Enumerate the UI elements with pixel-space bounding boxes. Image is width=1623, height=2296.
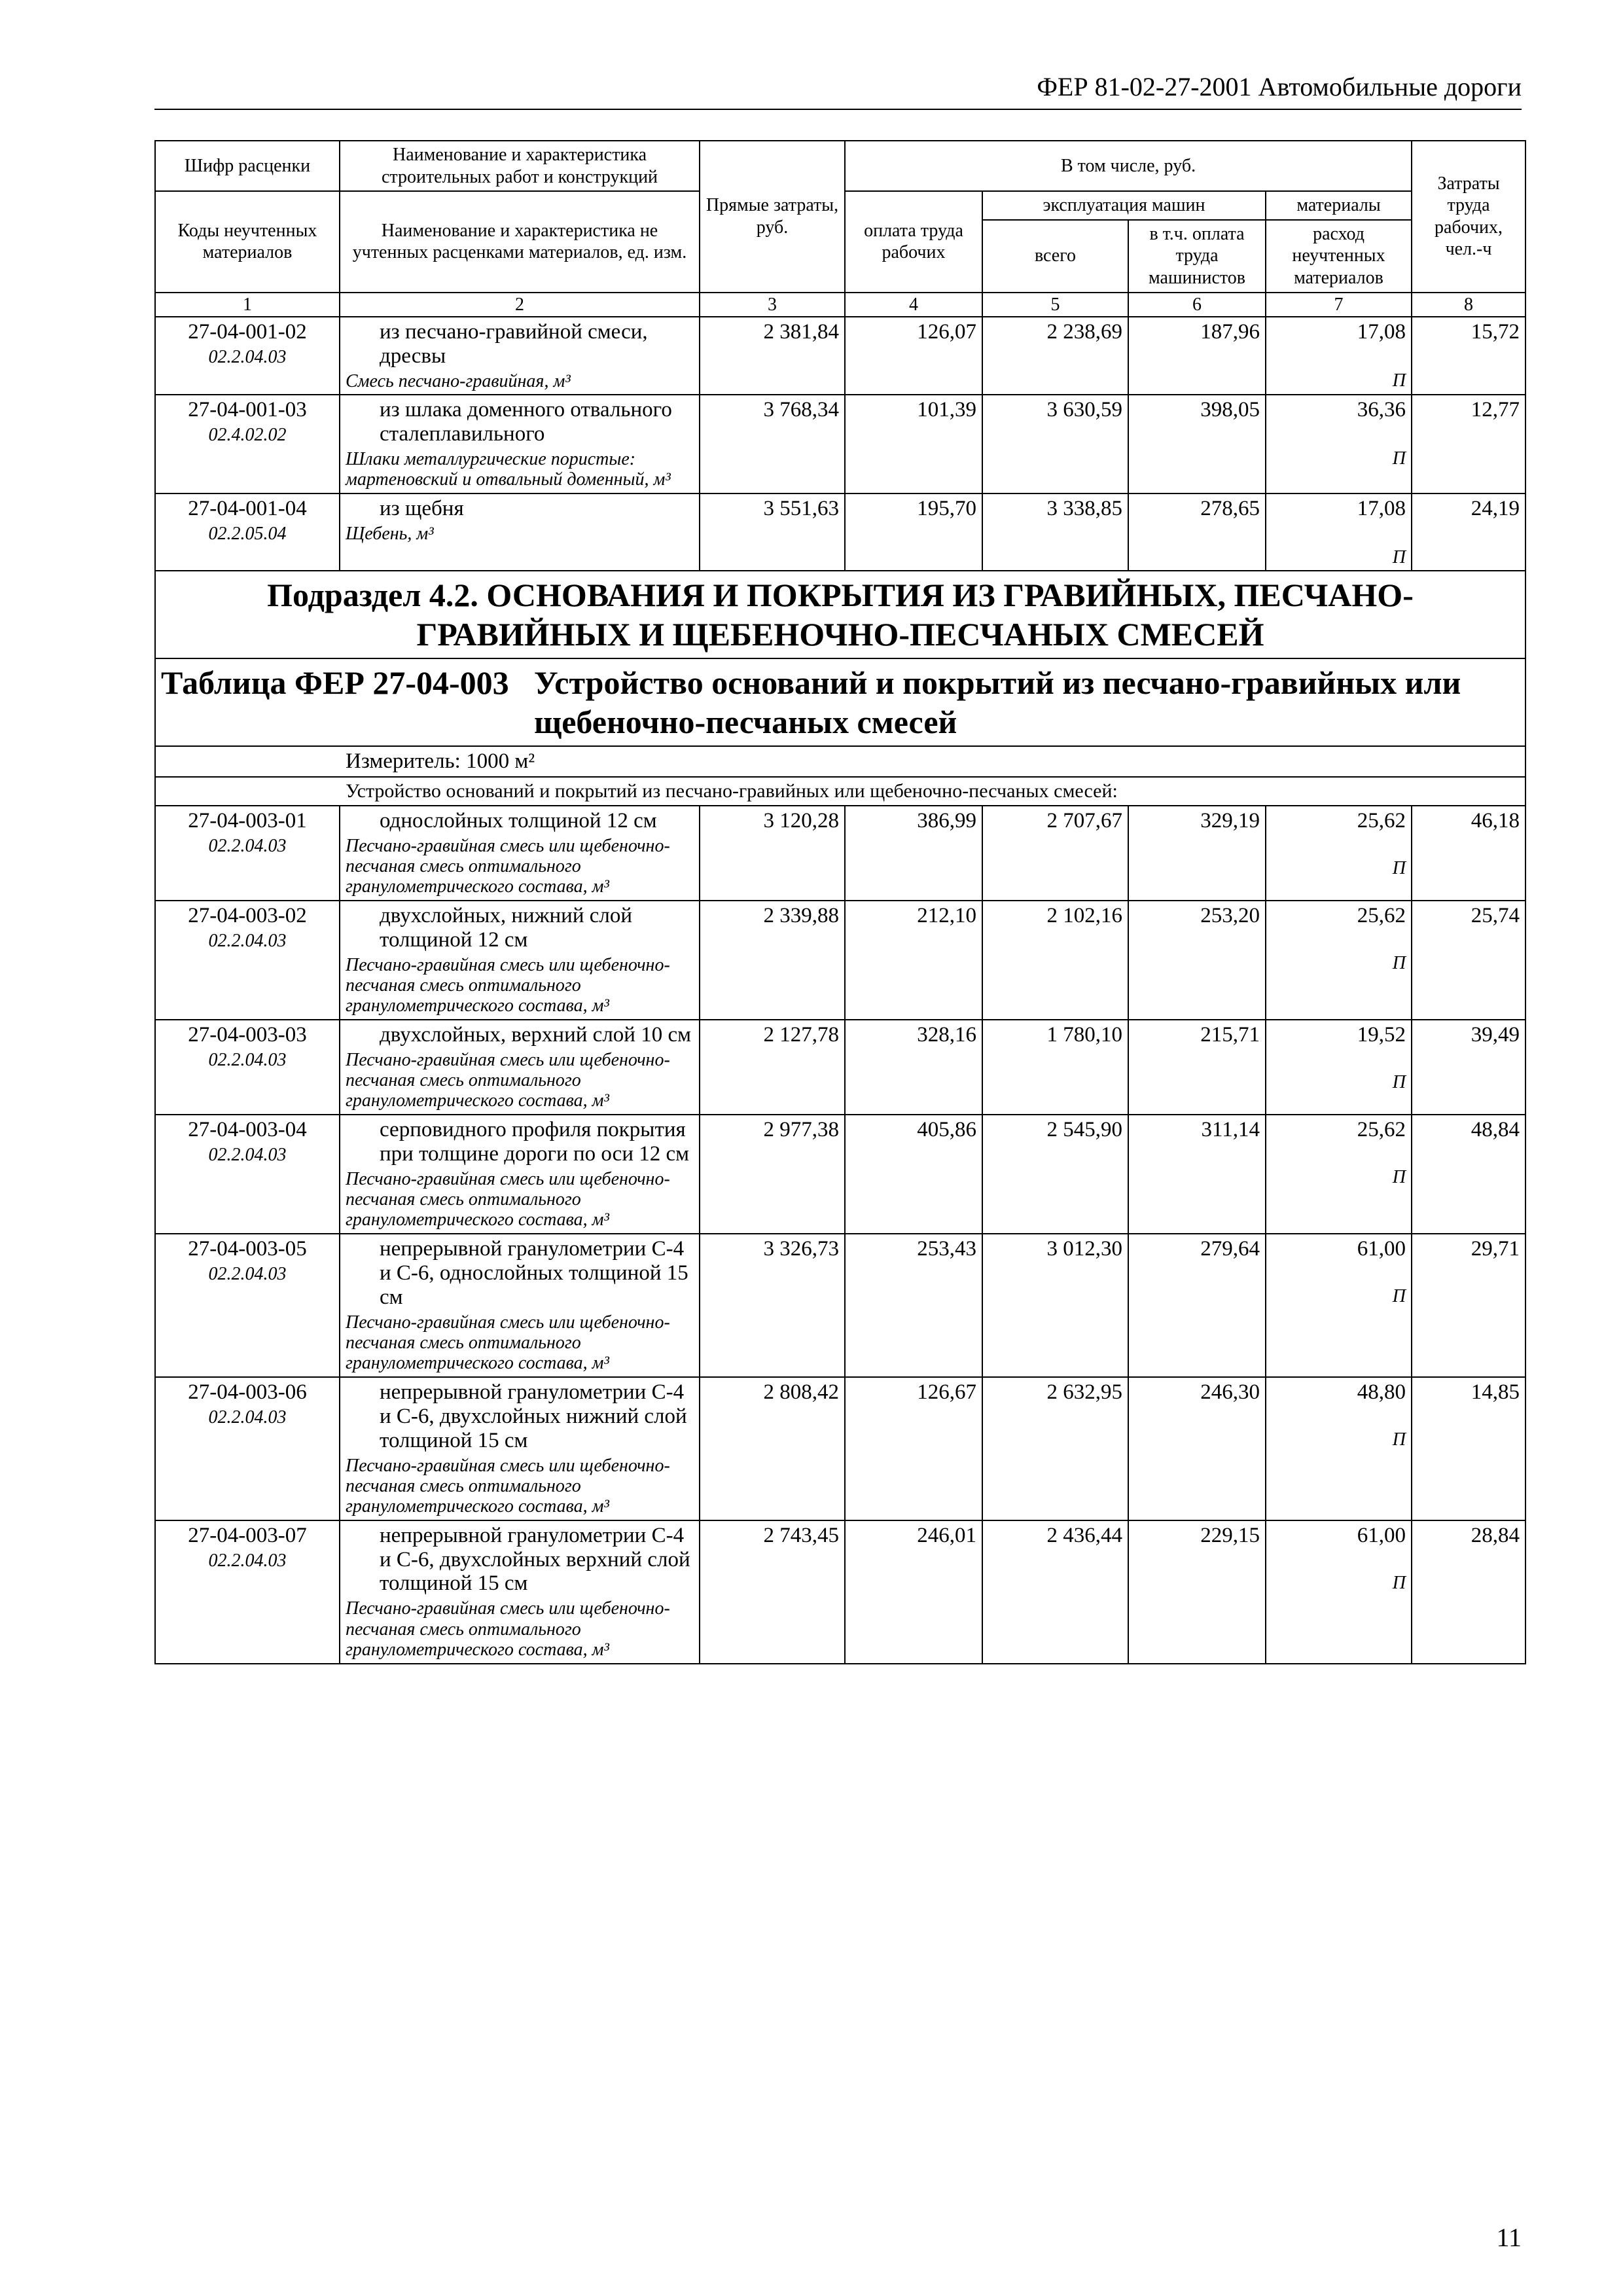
- material-mark: П: [1392, 1572, 1406, 1593]
- material-mark: П: [1392, 952, 1406, 973]
- work-name: непрерывной гранулометрии С-4 и С-6, двухслойных верхний слой толщиной 15 см: [380, 1523, 690, 1596]
- work-name: двухслойных, нижний слой толщиной 12 см: [380, 903, 633, 952]
- rate-code: 27-04-001-04: [188, 496, 307, 520]
- rate-code-cell: [155, 1115, 340, 1234]
- work-name: из шлака доменного отвального сталеплавильного: [380, 398, 672, 446]
- col-materials: материалы: [1266, 191, 1412, 220]
- material-name: Смесь песчано-гравийная, м³: [346, 370, 571, 391]
- material-code: 02.2.04.03: [208, 1263, 287, 1284]
- materials-cell: [1266, 1020, 1412, 1115]
- wage-cost: 195,70: [845, 493, 982, 571]
- work-name: серповидного профиля покрытия при толщине дороги по оси 12 см: [380, 1117, 690, 1166]
- page-number: 11: [1496, 2223, 1522, 2252]
- materials-cell: [1266, 1234, 1412, 1377]
- labor-cost: 46,18: [1412, 806, 1525, 901]
- labor-cost: 12,77: [1412, 395, 1525, 493]
- labor-cost: 24,19: [1412, 493, 1525, 571]
- materials-cell: [1266, 806, 1412, 901]
- machinist-wage: 187,96: [1128, 317, 1266, 395]
- machinist-wage: 311,14: [1128, 1115, 1266, 1234]
- rate-code-cell: [155, 1520, 340, 1664]
- machines-cost: 2 238,69: [982, 317, 1128, 395]
- materials-cost: 25,62: [1357, 1117, 1406, 1141]
- machines-cost: 1 780,10: [982, 1020, 1128, 1115]
- material-code: 02.2.04.03: [208, 1550, 287, 1571]
- materials-cell: [1266, 1520, 1412, 1664]
- material-mark: П: [1392, 1071, 1406, 1092]
- rate-code-cell: [155, 317, 340, 395]
- labor-cost: 39,49: [1412, 1020, 1525, 1115]
- materials-cost: 17,08: [1357, 496, 1406, 520]
- wage-cost: 246,01: [845, 1520, 982, 1664]
- rate-code: 27-04-001-02: [188, 319, 307, 344]
- material-mark: П: [1392, 1166, 1406, 1187]
- rate-name-cell: [340, 395, 700, 493]
- table-row: [155, 395, 1525, 493]
- rate-code: 27-04-003-03: [188, 1022, 307, 1047]
- col-labor: Затраты труда рабочих, чел.-ч: [1412, 141, 1525, 293]
- materials-cell: [1266, 395, 1412, 493]
- rate-name-cell: [340, 1234, 700, 1377]
- work-name: непрерывной гранулометрии С-4 и С-6, двухслойных нижний слой толщиной 15 см: [380, 1380, 687, 1452]
- col-name-top: Наименование и характеристика строительных работ и конструкций: [340, 141, 700, 191]
- table-row: [155, 493, 1525, 571]
- materials-cell: [1266, 493, 1412, 571]
- labor-cost: 14,85: [1412, 1377, 1525, 1520]
- machines-cost: 2 707,67: [982, 806, 1128, 901]
- rate-name-cell: [340, 1377, 700, 1520]
- material-name: Песчано-гравийная смесь или щебеночно-песчаная смесь оптимального гранулометрического состава, м³: [346, 1168, 670, 1230]
- wage-cost: 101,39: [845, 395, 982, 493]
- rate-code: 27-04-003-04: [188, 1117, 307, 1141]
- col-materials-sub: расход неучтенных материалов: [1266, 220, 1412, 293]
- material-mark: П: [1392, 448, 1406, 469]
- rate-code-cell: [155, 1234, 340, 1377]
- wage-cost: 212,10: [845, 901, 982, 1020]
- machinist-wage: 398,05: [1128, 395, 1266, 493]
- work-name: однослойных толщиной 12 см: [380, 808, 657, 833]
- material-code: 02.2.04.03: [208, 930, 287, 951]
- direct-cost: 3 326,73: [700, 1234, 845, 1377]
- machinist-wage: 229,15: [1128, 1520, 1266, 1664]
- machines-cost: 3 630,59: [982, 395, 1128, 493]
- column-number: 4: [845, 293, 982, 317]
- machinist-wage: 246,30: [1128, 1377, 1266, 1520]
- table-row: [155, 1115, 1525, 1234]
- column-number: 3: [700, 293, 845, 317]
- col-wage: оплата труда рабочих: [845, 191, 982, 292]
- rates-table: [154, 140, 1526, 1664]
- material-code: 02.2.04.03: [208, 835, 287, 856]
- wage-cost: 253,43: [845, 1234, 982, 1377]
- materials-cost: 61,00: [1357, 1236, 1406, 1261]
- work-name: из щебня: [380, 496, 464, 520]
- machinist-wage: 278,65: [1128, 493, 1266, 571]
- table-title: [155, 658, 1525, 746]
- rate-code-cell: [155, 493, 340, 571]
- rate-name-cell: [340, 806, 700, 901]
- rate-code: 27-04-003-05: [188, 1236, 307, 1261]
- direct-cost: 3 551,63: [700, 493, 845, 571]
- material-mark: П: [1392, 370, 1406, 391]
- material-code: 02.2.04.03: [208, 346, 287, 367]
- direct-cost: 3 768,34: [700, 395, 845, 493]
- materials-cost: 36,36: [1357, 398, 1406, 422]
- machines-cost: 3 012,30: [982, 1234, 1128, 1377]
- col-code-top: Шифр расценки: [155, 141, 340, 191]
- machines-cost: 2 436,44: [982, 1520, 1128, 1664]
- direct-cost: 2 808,42: [700, 1377, 845, 1520]
- labor-cost: 28,84: [1412, 1520, 1525, 1664]
- material-name: Песчано-гравийная смесь или щебеночно-песчаная смесь оптимального гранулометрического состава, м³: [346, 1598, 670, 1660]
- material-code: 02.2.05.04: [208, 523, 287, 544]
- col-name-bottom: Наименование и характеристика не учтенных расценками материалов, ед. изм.: [340, 191, 700, 292]
- labor-cost: 15,72: [1412, 317, 1525, 395]
- rate-name-cell: [340, 1115, 700, 1234]
- machinist-wage: 279,64: [1128, 1234, 1266, 1377]
- materials-cost: 17,08: [1357, 319, 1406, 344]
- column-number: 7: [1266, 293, 1412, 317]
- material-mark: П: [1392, 857, 1406, 878]
- wage-cost: 405,86: [845, 1115, 982, 1234]
- material-name: Песчано-гравийная смесь или щебеночно-песчаная смесь оптимального гранулометрического состава, м³: [346, 1455, 670, 1517]
- material-name: Щебень, м³: [346, 523, 434, 544]
- table-row: [155, 1377, 1525, 1520]
- table-name: Устройство оснований и покрытий из песчано-гравийных или щебеночно-песчаных смесей: [534, 664, 1461, 741]
- column-numbers-row: [155, 293, 1525, 317]
- direct-cost: 2 743,45: [700, 1520, 845, 1664]
- column-number: 5: [982, 293, 1128, 317]
- col-machines: эксплуатация машин: [982, 191, 1266, 220]
- section-title: Подраздел 4.2. ОСНОВАНИЯ И ПОКРЫТИЯ ИЗ ГРАВИЙНЫХ, ПЕСЧАНО-ГРАВИЙНЫХ И ЩЕБЕНОЧНО-ПЕСЧАНЫХ СМЕСЕЙ: [155, 571, 1525, 658]
- table-row: [155, 317, 1525, 395]
- work-name: двухслойных, верхний слой 10 см: [380, 1022, 691, 1047]
- rate-code: 27-04-003-06: [188, 1380, 307, 1404]
- labor-cost: 48,84: [1412, 1115, 1525, 1234]
- table-row: [155, 1520, 1525, 1664]
- machines-cost: 3 338,85: [982, 493, 1128, 571]
- machines-cost: 2 545,90: [982, 1115, 1128, 1234]
- table-row: [155, 1020, 1525, 1115]
- rate-code-cell: [155, 1020, 340, 1115]
- col-code-bottom: Коды неучтенных материалов: [155, 191, 340, 292]
- direct-cost: 2 381,84: [700, 317, 845, 395]
- machinist-wage: 215,71: [1128, 1020, 1266, 1115]
- table-row: [155, 1234, 1525, 1377]
- materials-cell: [1266, 317, 1412, 395]
- machinist-wage: 253,20: [1128, 901, 1266, 1020]
- material-mark: П: [1392, 1285, 1406, 1306]
- rate-name-cell: [340, 317, 700, 395]
- rate-code: 27-04-003-07: [188, 1523, 307, 1547]
- rate-name-cell: [340, 493, 700, 571]
- page-header: ФЕР 81-02-27-2001 Автомобильные дороги: [154, 65, 1522, 110]
- materials-cost: 61,00: [1357, 1523, 1406, 1547]
- col-machines-wage: в т.ч. оплата труда машинистов: [1128, 220, 1266, 293]
- material-code: 02.2.04.03: [208, 1144, 287, 1165]
- wage-cost: 126,07: [845, 317, 982, 395]
- rate-code-cell: [155, 395, 340, 493]
- material-name: Песчано-гравийная смесь или щебеночно-песчаная смесь оптимального гранулометрического состава, м³: [346, 1312, 670, 1374]
- col-direct: Прямые затраты, руб.: [700, 141, 845, 293]
- labor-cost: 25,74: [1412, 901, 1525, 1020]
- material-code: 02.4.02.02: [208, 425, 287, 446]
- materials-cost: 25,62: [1357, 903, 1406, 927]
- rate-code: 27-04-001-03: [188, 398, 307, 422]
- wage-cost: 126,67: [845, 1377, 982, 1520]
- material-mark: П: [1392, 1429, 1406, 1450]
- material-code: 02.2.04.03: [208, 1049, 287, 1070]
- rate-code: 27-04-003-02: [188, 903, 307, 927]
- materials-cell: [1266, 901, 1412, 1020]
- direct-cost: 2 339,88: [700, 901, 845, 1020]
- material-name: Песчано-гравийная смесь или щебеночно-песчаная смесь оптимального гранулометрического состава, м³: [346, 1049, 670, 1111]
- material-name: Песчано-гравийная смесь или щебеночно-песчаная смесь оптимального гранулометрического состава, м³: [346, 954, 670, 1016]
- rate-name-cell: [340, 1020, 700, 1115]
- column-number: 6: [1128, 293, 1266, 317]
- materials-cost: 48,80: [1357, 1380, 1406, 1404]
- direct-cost: 3 120,28: [700, 806, 845, 901]
- labor-cost: 29,71: [1412, 1234, 1525, 1377]
- materials-cost: 19,52: [1357, 1022, 1406, 1047]
- table-row: [155, 901, 1525, 1020]
- col-machines-total: всего: [982, 220, 1128, 293]
- materials-cell: [1266, 1377, 1412, 1520]
- material-code: 02.2.04.03: [208, 1407, 287, 1427]
- rate-code-cell: [155, 1377, 340, 1520]
- work-name: из песчано-гравийной смеси, дресвы: [380, 319, 648, 368]
- table-row: [155, 806, 1525, 901]
- direct-cost: 2 977,38: [700, 1115, 845, 1234]
- table-number: Таблица ФЕР 27-04-003: [161, 664, 509, 702]
- meter: Измеритель: 1000 м²: [155, 746, 1525, 777]
- wage-cost: 386,99: [845, 806, 982, 901]
- rate-code-cell: [155, 901, 340, 1020]
- column-number: 8: [1412, 293, 1525, 317]
- machines-cost: 2 102,16: [982, 901, 1128, 1020]
- column-number: 2: [340, 293, 700, 317]
- machinist-wage: 329,19: [1128, 806, 1266, 901]
- materials-cost: 25,62: [1357, 808, 1406, 833]
- machines-cost: 2 632,95: [982, 1377, 1128, 1520]
- rate-code: 27-04-003-01: [188, 808, 307, 833]
- column-number: 1: [155, 293, 340, 317]
- rate-name-cell: [340, 1520, 700, 1664]
- material-mark: П: [1392, 547, 1406, 567]
- col-incl: В том числе, руб.: [845, 141, 1412, 191]
- rate-code-cell: [155, 806, 340, 901]
- material-name: Шлаки металлургические пористые: мартеновский и отвальный доменный, м³: [346, 449, 671, 490]
- table-intro: Устройство оснований и покрытий из песчано-гравийных или щебеночно-песчаных смесей:: [155, 777, 1525, 806]
- wage-cost: 328,16: [845, 1020, 982, 1115]
- work-name: непрерывной гранулометрии С-4 и С-6, однослойных толщиной 15 см: [380, 1236, 688, 1309]
- material-name: Песчано-гравийная смесь или щебеночно-песчаная смесь оптимального гранулометрического состава, м³: [346, 835, 670, 897]
- direct-cost: 2 127,78: [700, 1020, 845, 1115]
- rate-name-cell: [340, 901, 700, 1020]
- materials-cell: [1266, 1115, 1412, 1234]
